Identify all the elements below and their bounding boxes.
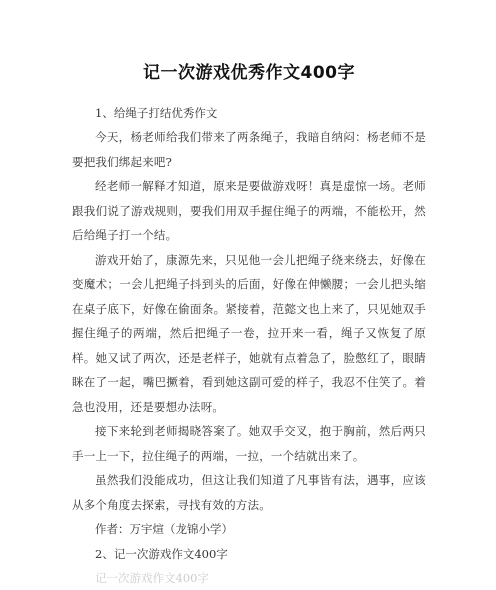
paragraph: 今天，杨老师给我们带来了两条绳子，我暗自纳闷：杨老师不是要把我们绑起来吧?: [72, 130, 426, 169]
paragraph: 游戏开始了，康源先来，只见他一会儿把绳子绕来绕去，好像在变魔术；一会儿把绳子抖到头的后面，好像在伸懒腰；一会儿把头缩在桌子底下，好像在偷面条。紧接着，范懿文也上来了，只见她双手握住绳子的两端，然后把绳子一卷，拉开来一看，绳子又恢复了原样。她又试了两次，还是老样子，她就有点着急了，脸憋红了，眼睛眯在了一起，嘴巴撅着，看到她这副可爱的样子，我忍不住笑了。着急也没用，还是要想办法呀。: [72, 252, 426, 414]
cut-off-line: 记一次游戏作文400字: [95, 570, 209, 585]
paragraph: 接下来轮到老师揭晓答案了。她双手交叉，抱于胸前，然后两只手一上一下，拉住绳子的两端，一拉，一个结就出来了。: [72, 424, 426, 463]
author-line: 作者：万宇煊（龙锦小学）: [95, 522, 233, 536]
document-title: 记一次游戏优秀作文400字: [143, 63, 355, 83]
section-heading-1: 1、给绳子打结优秀作文: [95, 106, 218, 120]
paragraph: 经老师一解释才知道，原来是要做游戏呀！真是虚惊一场。老师跟我们说了游戏规则，要我们用双手握住绳子的两端，不能松开，然后给绳子打一个结。: [72, 179, 426, 242]
paragraph: 虽然我们没能成功，但这让我们知道了凡事皆有法，遇事，应该从多个角度去探索，寻找有效的方法。: [72, 473, 426, 512]
section-heading-2: 2、记一次游戏作文400字: [95, 546, 228, 561]
